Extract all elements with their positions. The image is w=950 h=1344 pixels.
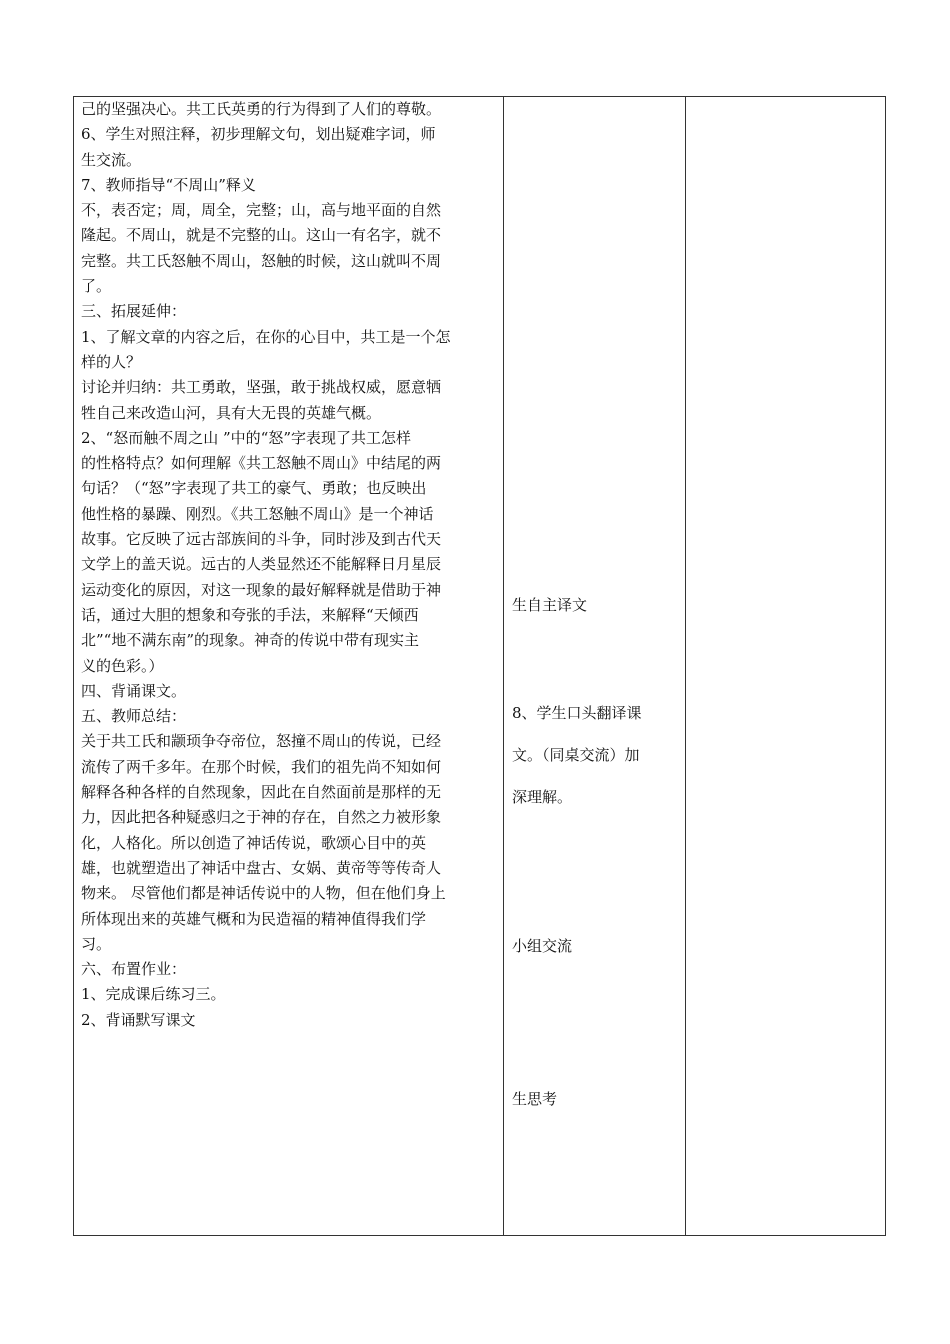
text-line: 化，人格化。所以创造了神话传说，歌颂心目中的英 [81,833,427,852]
student-self-translate: 生自主译文 [512,596,588,614]
text-line: 2、背诵默写课文 [81,1010,196,1029]
student-oral-translate-line2: 文。（同桌交流）加 [512,746,640,764]
text-line: 关于共工氏和颛顼争夺帝位，怒撞不周山的传说，已经 [81,732,442,751]
text-line: 1、了解文章的内容之后，在你的心目中，共工是一个怎 [81,327,451,346]
text-line: 力，因此把各种疑惑归之于神的存在，自然之力被形象 [81,808,442,827]
text-line: 解释各种各样的自然现象，因此在自然面前是那样的无 [81,783,442,802]
text-line: 的性格特点？如何理解《共工怒触不周山》中结尾的两 [81,454,442,473]
text-line: 1、完成课后练习三。 [81,985,226,1004]
text-line: 讨论并归纳：共工勇敢，坚强，敢于挑战权威，愿意牺 [81,378,442,397]
student-think: 生思考 [512,1090,558,1108]
teacher-activity-column [81,97,496,1033]
text-line: 完整。共工氏怒触不周山，怒触的时候，这山就叫不周 [81,251,442,270]
text-line: 己的坚强决心。共工氏英勇的行为得到了人们的尊敬。 [81,100,442,118]
text-line: 所体现出来的英雄气概和为民造福的精神值得我们学 [81,909,427,928]
lesson-table [73,96,886,1236]
student-oral-translate-line3: 深理解。 [512,788,573,806]
column-divider [685,97,686,1235]
section-heading: 五、教师总结： [81,707,187,726]
text-line: 义的色彩。） [81,656,164,675]
column-divider [503,97,504,1235]
text-line: 2、“怒而触不周之山 ”中的“怒”字表现了共工怎样 [81,428,411,447]
student-oral-translate-line1: 8、学生口头翻译课 [512,704,642,722]
text-line: 文学上的盖天说。远古的人类显然还不能解释日月星辰 [81,555,442,574]
text-line: 6、学生对照注释，初步理解文句，划出疑难字词，师 [81,125,436,144]
text-line: 隆起。不周山，就是不完整的山。这山一有名字，就不 [81,226,442,245]
text-line: 句话？（“怒”字表现了共工的豪气、勇敢；也反映出 [81,479,427,498]
text-line: 雄，也就塑造出了神话中盘古、女娲、黄帝等等传奇人 [81,858,442,877]
text-line: 他性格的暴躁、刚烈。《共工怒触不周山》是一个神话 [81,504,434,523]
text-line: 故事。它反映了远古部族间的斗争，同时涉及到古代天 [81,530,442,549]
text-line: 牲自己来改造山河，具有大无畏的英雄气概。 [81,403,382,422]
text-line: 7、教师指导“不周山”释义 [81,175,256,194]
text-line: 北”“地不满东南”的现象。神奇的传说中带有现实主 [81,631,420,650]
text-line: 话，通过大胆的想象和夸张的手法，来解释“天倾西 [81,605,419,624]
section-heading: 四、背诵课文。 [81,681,187,700]
text-line: 流传了两千多年。在那个时候，我们的祖先尚不知如何 [81,757,442,776]
text-line: 物来。 尽管他们都是神话传说中的人物，但在他们身上 [81,884,446,903]
text-line: 生交流。 [81,150,142,169]
text-line: 运动变化的原因，对这一现象的最好解释就是借助于神 [81,580,442,599]
section-heading: 六、布置作业： [81,960,187,979]
text-line: 样的人？ [81,352,142,371]
section-heading: 三、拓展延伸： [81,302,187,321]
text-line: 了。 [81,277,112,296]
text-line: 不，表否定；周，周全，完整；山，高与地平面的自然 [81,201,442,220]
student-group-discussion: 小组交流 [512,937,573,955]
text-line: 习。 [81,934,112,953]
